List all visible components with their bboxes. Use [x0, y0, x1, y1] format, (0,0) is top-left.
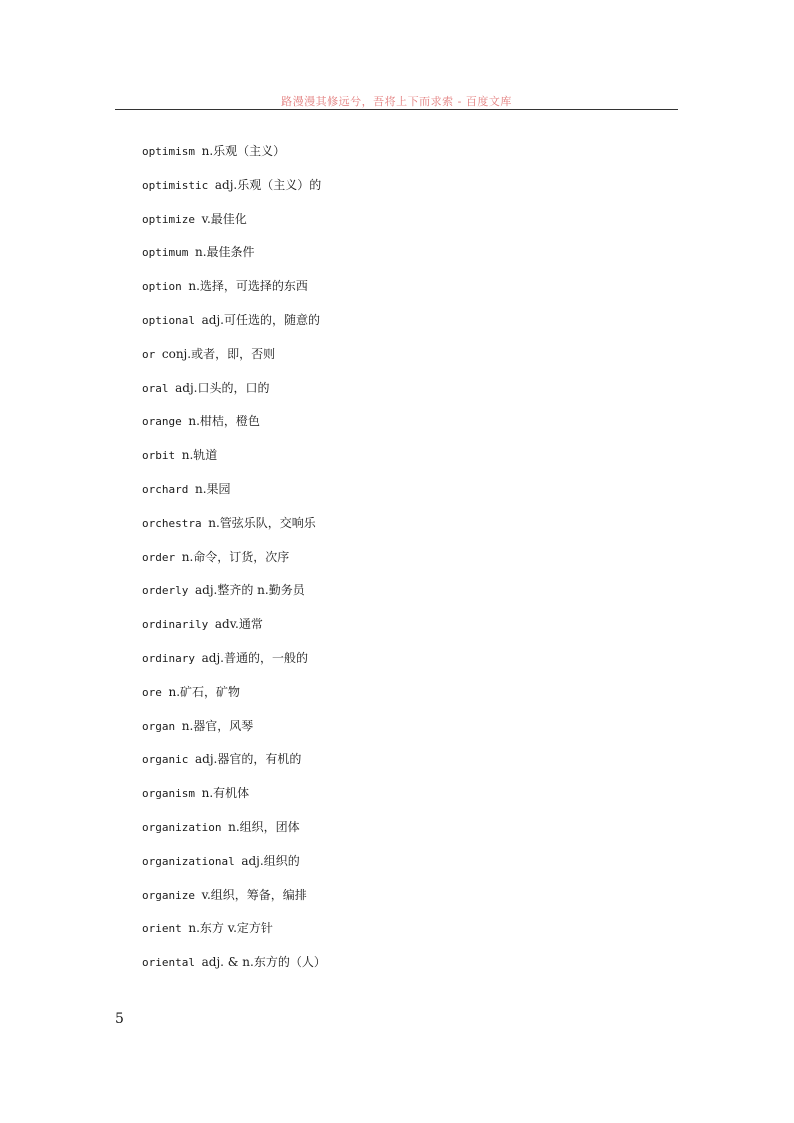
- entry-word: optimism: [142, 145, 195, 158]
- entry-definition: n.果园: [194, 481, 231, 496]
- entry-word: organ: [142, 719, 176, 733]
- list-item: [142, 885, 326, 919]
- entry-word: ore: [142, 685, 162, 699]
- entry-definition: adj.乐观（主义）的: [214, 177, 322, 192]
- entry-definition: adj.器官的，有机的: [194, 752, 302, 767]
- list-item: [142, 209, 326, 243]
- entry-definition: n.轨道: [181, 448, 218, 463]
- list-item: [142, 242, 326, 276]
- list-item: [142, 141, 326, 175]
- entry-word: oriental: [142, 956, 195, 970]
- list-item: [142, 580, 326, 614]
- entry-definition: n.柑桔，橙色: [188, 414, 260, 429]
- header-rule: [115, 109, 678, 110]
- entry-definition: n.矿石，矿物: [168, 684, 241, 699]
- entry-word: organizational: [142, 854, 235, 868]
- vocabulary-list: [142, 141, 326, 986]
- list-item: [142, 310, 326, 344]
- entry-definition: adj. & n.东方的（人）: [201, 955, 326, 970]
- entry-definition: n.东方 v.定方针: [188, 921, 273, 936]
- entry-definition: adv.通常: [214, 617, 263, 632]
- list-item: [142, 716, 326, 750]
- entry-word: organic: [142, 753, 189, 767]
- entry-definition: n.乐观（主义）: [201, 144, 286, 158]
- entry-word: order: [142, 550, 176, 564]
- entry-word: orient: [142, 922, 182, 936]
- entry-word: option: [142, 280, 182, 294]
- list-item: [142, 378, 326, 412]
- entry-definition: v.最佳化: [201, 211, 247, 226]
- entry-definition: adj.口头的，口的: [175, 380, 270, 395]
- entry-word: ordinary: [142, 651, 195, 665]
- entry-word: orange: [142, 415, 182, 429]
- entry-word: ordinarily: [142, 618, 209, 632]
- entry-word: orchestra: [142, 516, 202, 530]
- entry-word: optimize: [142, 212, 195, 226]
- entry-word: optimum: [142, 246, 189, 260]
- list-item: [142, 175, 326, 209]
- entry-word: or: [142, 347, 156, 361]
- entry-definition: n.器官，风琴: [181, 718, 254, 733]
- list-item: [142, 918, 326, 952]
- list-item: [142, 817, 326, 851]
- page-header: 路漫漫其修远兮，吾将上下而求索 - 百度文库: [281, 95, 512, 108]
- entry-definition: adj.组织的: [241, 853, 300, 868]
- list-item: [142, 614, 326, 648]
- entry-definition: adj.整齐的 n.勤务员: [194, 583, 305, 598]
- list-item: [142, 411, 326, 445]
- entry-definition: n.组织，团体: [228, 819, 300, 834]
- entry-word: organization: [142, 820, 222, 834]
- entry-definition: n.管弦乐队，交响乐: [208, 515, 316, 530]
- list-item: [142, 513, 326, 547]
- entry-definition: n.命令，订货，次序: [181, 549, 290, 564]
- entry-definition: adj.可任选的，随意的: [201, 312, 320, 327]
- entry-word: orderly: [142, 584, 189, 598]
- list-item: [142, 952, 326, 986]
- list-item: [142, 648, 326, 682]
- entry-definition: adj.普通的，一般的: [201, 650, 308, 665]
- page-number: 5: [115, 1011, 124, 1027]
- entry-definition: n.有机体: [201, 786, 250, 801]
- entry-word: optional: [142, 313, 195, 327]
- entry-word: orchard: [142, 482, 189, 496]
- list-item: [142, 276, 326, 310]
- entry-word: oral: [142, 381, 169, 395]
- entry-word: optimistic: [142, 178, 209, 192]
- entry-word: orbit: [142, 449, 176, 463]
- entry-word: organism: [142, 787, 195, 801]
- list-item: [142, 851, 326, 885]
- entry-word: organize: [142, 888, 195, 902]
- list-item: [142, 783, 326, 817]
- list-item: [142, 479, 326, 513]
- list-item: [142, 547, 326, 581]
- entry-definition: n.最佳条件: [194, 245, 255, 260]
- entry-definition: v.组织，筹备，编排: [201, 887, 307, 902]
- list-item: [142, 682, 326, 716]
- entry-definition: n.选择，可选择的东西: [188, 279, 308, 294]
- list-item: [142, 445, 326, 479]
- list-item: [142, 749, 326, 783]
- list-item: [142, 344, 326, 378]
- entry-definition: conj.或者，即，否则: [161, 346, 276, 361]
